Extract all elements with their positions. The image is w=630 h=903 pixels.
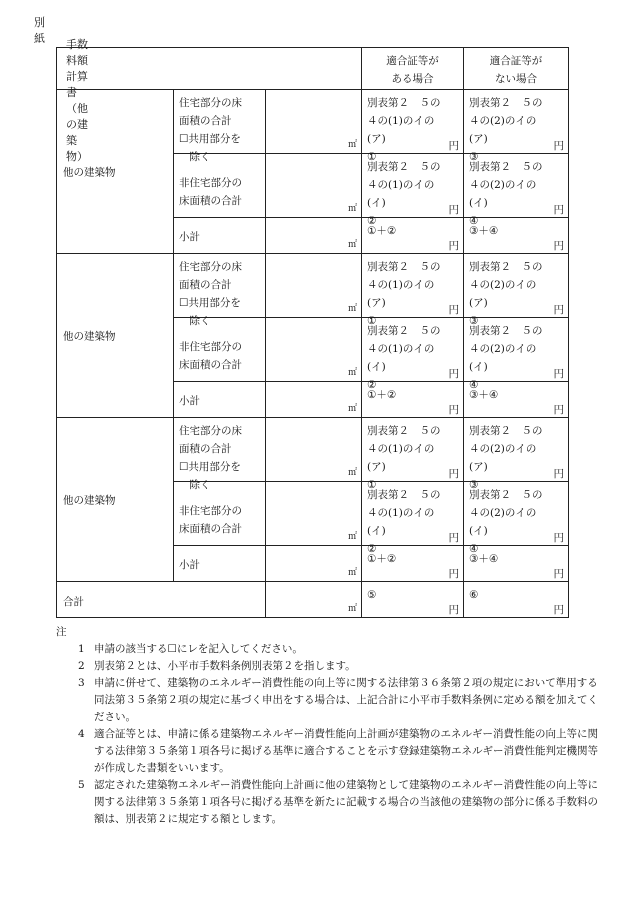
fee-rule-line: ③ [469, 479, 479, 491]
notes-list [60, 641, 600, 828]
group-label-cell [57, 418, 174, 582]
residential-area-label-line: 除く [179, 151, 211, 163]
residential-area-label-line: ☐共用部分を [179, 297, 241, 309]
residential-area-label-line: 除く [179, 479, 211, 491]
total-formula: ⑤ [367, 589, 377, 601]
area-unit: ㎡ [347, 568, 357, 578]
nonresidential-area-label-cell [174, 482, 266, 546]
area-unit: ㎡ [347, 204, 357, 214]
subtotal-label: 小計 [179, 231, 200, 243]
total-row [57, 582, 569, 618]
subtotal-fee-with-cell [362, 546, 464, 582]
fee-rule-line: ③ [469, 315, 479, 327]
fee-rule-line: ４の(2)のイの [469, 179, 537, 191]
subtotal-area-input-cell[interactable] [266, 546, 362, 582]
page-title: 手数料額計算書（他の建築物） [66, 38, 88, 163]
yen-unit: 円 [448, 239, 459, 252]
fee-rule-line: ４の(2)のイの [469, 279, 537, 291]
residential-fee-with-cell [362, 90, 464, 163]
fee-rule-line: ４の(1)のイの [367, 279, 435, 291]
fee-rule-line: ④ [469, 379, 479, 391]
subtotal-label-cell [174, 382, 266, 418]
note-item [60, 658, 600, 675]
fee-rule-line: (イ) [469, 361, 488, 373]
yen-unit: 円 [448, 139, 459, 152]
area-unit: ㎡ [347, 604, 357, 614]
note-item [60, 726, 600, 777]
fee-rule-line: 別表第２ ５の [469, 261, 543, 273]
fee-rule-line: 別表第２ ５の [469, 489, 543, 501]
total-area-input-cell[interactable] [266, 582, 362, 618]
group-label-cell [57, 90, 174, 254]
subtotal-fee-with-cell [362, 382, 464, 418]
fee-rule-line: (イ) [469, 525, 488, 537]
fee-rule-line: 別表第２ ５の [367, 425, 441, 437]
yen-unit: 円 [553, 403, 564, 416]
area-unit: ㎡ [347, 240, 357, 250]
residential-fee-without-cell [464, 90, 569, 163]
area-unit: ㎡ [347, 532, 357, 542]
residential-fee-with-cell [362, 254, 464, 327]
fee-rule-line: ② [367, 379, 377, 391]
fee-rule-line: ④ [469, 215, 479, 227]
subtotal-label: 小計 [179, 395, 200, 407]
yen-unit: 円 [448, 567, 459, 580]
fee-rule-line: (ア) [469, 461, 488, 473]
subtotal-label: 小計 [179, 559, 200, 571]
fee-rule-line: (イ) [367, 525, 386, 537]
residential-fee-without-cell [464, 418, 569, 491]
nonresidential-fee-with-cell [362, 318, 464, 391]
subtotal-formula: ①＋② [367, 553, 397, 565]
subtotal-formula: ③＋④ [469, 389, 499, 401]
residential-area-label-line: 住宅部分の床 [179, 261, 242, 273]
residential-area-label-line: 面積の合計 [179, 279, 232, 291]
yen-unit: 円 [448, 531, 459, 544]
subtotal-label-cell [174, 546, 266, 582]
fee-rule-line: (ア) [469, 297, 488, 309]
fee-rule-line: ４の(1)のイの [367, 343, 435, 355]
total-label-cell [57, 582, 266, 618]
fee-rule-line: 別表第２ ５の [367, 489, 441, 501]
table-header-row [57, 48, 569, 90]
nonresidential-fee-with-cell [362, 154, 464, 227]
fee-rule-line: (ア) [367, 133, 386, 145]
area-unit: ㎡ [347, 368, 357, 378]
yen-unit: 円 [553, 303, 564, 316]
header-blank-cell [57, 48, 362, 90]
fee-rule-line: 別表第２ ５の [367, 261, 441, 273]
fee-rule-line: (ア) [367, 461, 386, 473]
fee-rule-line: ① [367, 479, 377, 491]
yen-unit: 円 [553, 467, 564, 480]
fee-rule-line: ４の(2)のイの [469, 115, 537, 127]
yen-unit: 円 [553, 139, 564, 152]
nonresidential-area-input-cell[interactable] [266, 154, 362, 218]
notes-heading: 注 [56, 626, 67, 638]
total-fee-with-cell [362, 582, 464, 618]
nonresidential-area-label-line: 非住宅部分の [179, 341, 242, 353]
fee-rule-line: ４の(1)のイの [367, 179, 435, 191]
yen-unit: 円 [553, 367, 564, 380]
note-text: 適合証等とは、申請に係る建築物エネルギー消費性能向上計画が建築物のエネルギー消費性能の向上等に関する法律第３５条第１項各号に掲げる基準に適合することを示す登録建築物エネルギー消費性能判定機関等が作成した書類をいいます。 [94, 728, 598, 774]
fee-rule-line: (ア) [367, 297, 386, 309]
yen-unit: 円 [448, 603, 459, 616]
col-header-without-certificate [464, 48, 569, 90]
residential-area-label-cell [174, 90, 266, 163]
residential-area-label-line: 住宅部分の床 [179, 97, 242, 109]
note-number: 2 [78, 660, 85, 672]
fee-rule-line: ４の(2)のイの [469, 443, 537, 455]
fee-rule-line: (イ) [367, 197, 386, 209]
note-number: 3 [78, 677, 85, 689]
fee-rule-line: 別表第２ ５の [367, 97, 441, 109]
note-number: 1 [78, 643, 85, 655]
col-header-line: ない場合 [495, 73, 537, 85]
yen-unit: 円 [553, 203, 564, 216]
subtotal-formula: ③＋④ [469, 225, 499, 237]
notes-section [56, 624, 600, 828]
subtotal-fee-without-cell [464, 546, 569, 582]
yen-unit: 円 [553, 567, 564, 580]
area-unit: ㎡ [347, 140, 357, 150]
nonresidential-area-input-cell[interactable] [266, 482, 362, 546]
residential-area-label-line: 除く [179, 315, 211, 327]
subtotal-fee-with-cell [362, 218, 464, 254]
note-text: 申請の該当する☐にレを記入してください。 [94, 643, 303, 655]
fee-rule-line: 別表第２ ５の [367, 161, 441, 173]
nonresidential-fee-with-cell [362, 482, 464, 555]
note-text: 別表第２とは、小平市手数料条例別表第２を指します。 [94, 660, 356, 672]
residential-row [57, 90, 569, 154]
note-item [60, 675, 600, 726]
residential-area-input-cell[interactable] [266, 90, 362, 154]
nonresidential-area-label-line: 非住宅部分の [179, 505, 242, 517]
note-item [60, 777, 600, 828]
yen-unit: 円 [448, 467, 459, 480]
group-label: 他の建築物 [63, 330, 116, 342]
fee-rule-line: ４の(1)のイの [367, 115, 435, 127]
col-header-with-certificate [362, 48, 464, 90]
fee-calculation-table [56, 47, 569, 618]
fee-rule-line: ４の(1)のイの [367, 443, 435, 455]
group-label: 他の建築物 [63, 166, 116, 178]
nonresidential-area-input-cell[interactable] [266, 318, 362, 382]
yen-unit: 円 [448, 203, 459, 216]
yen-unit: 円 [553, 603, 564, 616]
note-number: 5 [78, 779, 85, 791]
fee-rule-line: ４の(2)のイの [469, 343, 537, 355]
area-unit: ㎡ [347, 404, 357, 414]
group-label-cell [57, 254, 174, 418]
nonresidential-fee-without-cell [464, 482, 569, 555]
fee-rule-line: ② [367, 215, 377, 227]
residential-area-label-line: 面積の合計 [179, 115, 232, 127]
nonresidential-area-label-line: 床面積の合計 [179, 195, 242, 207]
col-header-line: 適合証等が [386, 55, 439, 67]
fee-rule-line: ４の(1)のイの [367, 507, 435, 519]
subtotal-formula: ③＋④ [469, 553, 499, 565]
subtotal-area-input-cell[interactable] [266, 218, 362, 254]
residential-area-label-line: ☐共用部分を [179, 461, 241, 473]
fee-rule-line: 別表第２ ５の [469, 325, 543, 337]
residential-area-label-cell [174, 418, 266, 491]
fee-rule-line: (ア) [469, 133, 488, 145]
subtotal-label-cell [174, 218, 266, 254]
nonresidential-area-label-cell [174, 318, 266, 382]
fee-rule-line: ④ [469, 543, 479, 555]
fee-rule-line: 別表第２ ５の [469, 425, 543, 437]
area-unit: ㎡ [347, 468, 357, 478]
subtotal-fee-without-cell [464, 382, 569, 418]
col-header-line: 適合証等が [489, 55, 543, 67]
total-formula: ⑥ [469, 589, 479, 601]
fee-rule-line: 別表第２ ５の [367, 325, 441, 337]
nonresidential-fee-without-cell [464, 318, 569, 391]
fee-rule-line: 別表第２ ５の [469, 161, 543, 173]
subtotal-fee-without-cell [464, 218, 569, 254]
group-label: 他の建築物 [63, 494, 116, 506]
residential-row [57, 254, 569, 318]
yen-unit: 円 [448, 303, 459, 316]
residential-area-label-line: 面積の合計 [179, 443, 232, 455]
area-unit: ㎡ [347, 304, 357, 314]
residential-row [57, 418, 569, 482]
residential-area-input-cell[interactable] [266, 254, 362, 318]
nonresidential-area-label-line: 非住宅部分の [179, 177, 242, 189]
total-label: 合計 [63, 596, 84, 608]
fee-rule-line: ② [367, 543, 377, 555]
col-header-line: ある場合 [391, 73, 434, 85]
yen-unit: 円 [448, 403, 459, 416]
nonresidential-area-label-cell [174, 154, 266, 218]
fee-rule-line: (イ) [367, 361, 386, 373]
fee-rule-line: ４の(2)のイの [469, 507, 537, 519]
residential-area-label-line: 住宅部分の床 [179, 425, 242, 437]
subtotal-formula: ①＋② [367, 389, 397, 401]
residential-area-label-line: ☐共用部分を [179, 133, 241, 145]
residential-fee-with-cell [362, 418, 464, 491]
note-text: 認定された建築物エネルギー消費性能向上計画に他の建築物として建築物のエネルギー消費性能の向上等に関する法律第３５条第１項各号に掲げる基準を新たに記載する場合の当該他の建築物の部分に係る手数料の額は、別表第２に規定する額とします。 [94, 779, 598, 825]
residential-area-input-cell[interactable] [266, 418, 362, 482]
residential-area-label-cell [174, 254, 266, 327]
fee-rule-line: ① [367, 151, 377, 163]
attachment-label: 別紙 [34, 16, 45, 45]
note-item [60, 641, 600, 658]
fee-rule-line: ① [367, 315, 377, 327]
fee-rule-line: (イ) [469, 197, 488, 209]
note-number: 4 [78, 728, 85, 740]
nonresidential-area-label-line: 床面積の合計 [179, 523, 242, 535]
total-fee-without-cell [464, 582, 569, 618]
fee-rule-line: 別表第２ ５の [469, 97, 543, 109]
nonresidential-area-label-line: 床面積の合計 [179, 359, 242, 371]
nonresidential-fee-without-cell [464, 154, 569, 227]
residential-fee-without-cell [464, 254, 569, 327]
yen-unit: 円 [448, 367, 459, 380]
subtotal-area-input-cell[interactable] [266, 382, 362, 418]
yen-unit: 円 [553, 239, 564, 252]
note-text: 申請に併せて、建築物のエネルギー消費性能の向上等に関する法律第３６条第２項の規定において準用する同法第３５条第２項の規定に基づく申出をする場合は、上記合計に小平市手数料条例に定める額を加えてください。 [94, 677, 598, 723]
subtotal-formula: ①＋② [367, 225, 397, 237]
yen-unit: 円 [553, 531, 564, 544]
fee-rule-line: ③ [469, 151, 479, 163]
